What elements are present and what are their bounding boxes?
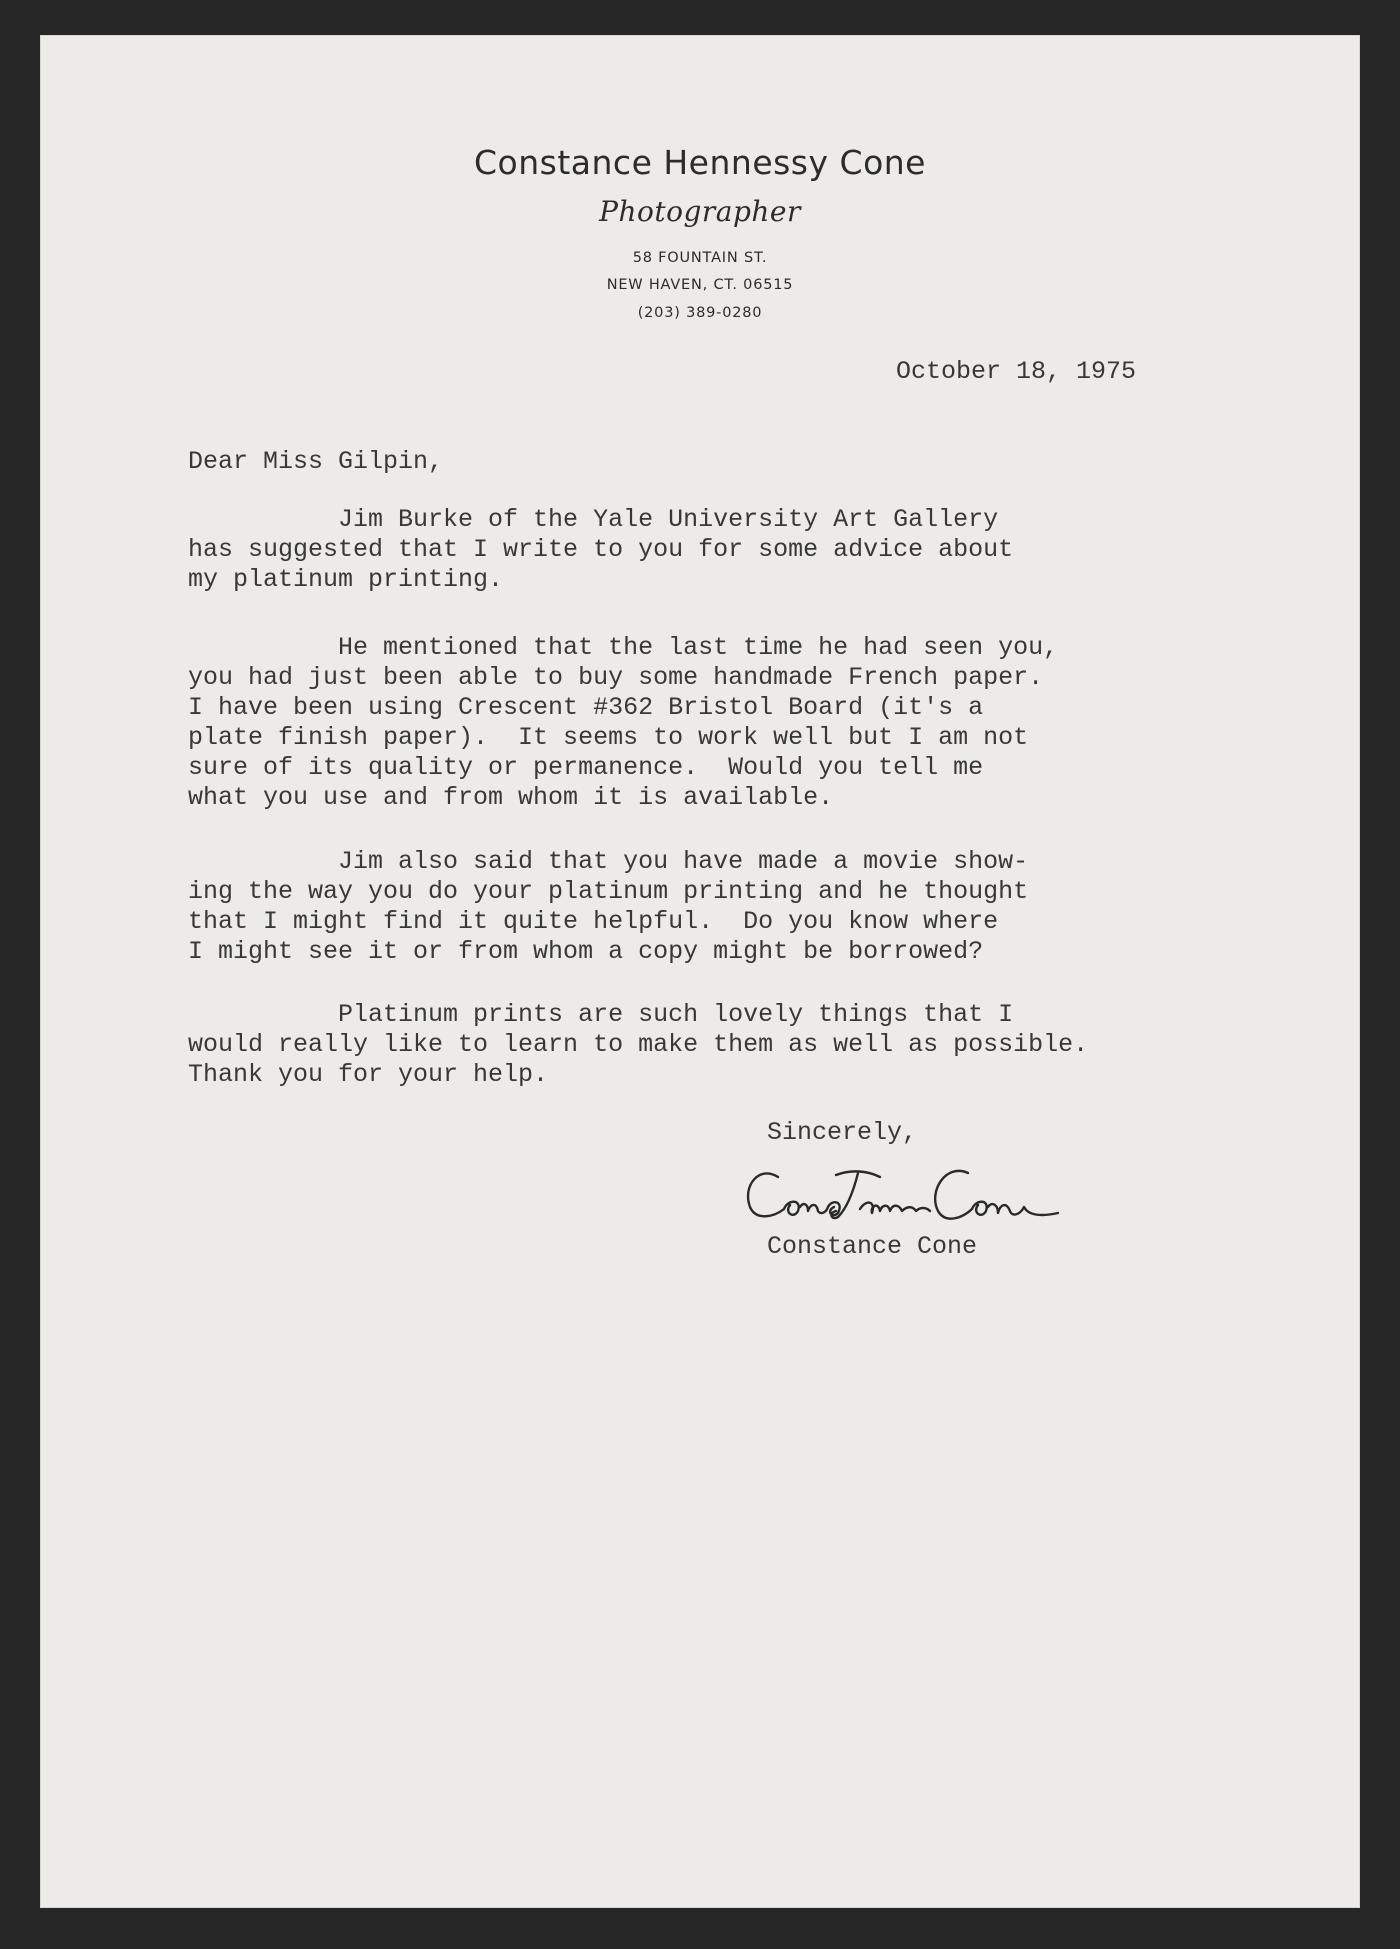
body-line: that I might find it quite helpful. Do you know where: [188, 907, 999, 936]
letterhead-address-city: NEW HAVEN, CT. 06515: [606, 277, 794, 293]
body-paragraph-1: [188, 505, 1013, 595]
body-line: what you use and from whom it is available.: [188, 783, 834, 812]
body-paragraph-4: [188, 1000, 1088, 1090]
closing: Sincerely,: [767, 1118, 918, 1147]
body-paragraph-3: [188, 847, 1028, 967]
body-line: plate finish paper). It seems to work well but I am not: [188, 723, 1029, 752]
salutation: Dear Miss Gilpin,: [188, 447, 444, 476]
body-line: Jim Burke of the Yale University Art Gallery: [188, 505, 999, 534]
body-line: Platinum prints are such lovely things that I: [188, 1000, 1014, 1029]
body-line: I have been using Crescent #362 Bristol Board (it's a: [188, 693, 984, 722]
body-line: my platinum printing.: [188, 565, 504, 594]
letterhead-phone: (203) 389-0280: [637, 305, 763, 321]
body-line: Thank you for your help.: [188, 1060, 549, 1089]
body-line: He mentioned that the last time he had seen you,: [188, 633, 1059, 662]
handwritten-signature: [740, 1155, 1100, 1235]
body-line: you had just been able to buy some handmade French paper.: [188, 663, 1044, 692]
letterhead-title: Photographer: [599, 195, 801, 228]
body-paragraph-2: [188, 633, 1058, 813]
body-line: would really like to learn to make them as well as possible.: [188, 1030, 1089, 1059]
body-line: sure of its quality or permanence. Would you tell me: [188, 753, 984, 782]
letter-page: [40, 35, 1360, 1908]
letterhead-address-street: 58 FOUNTAIN ST.: [632, 250, 768, 266]
body-line: I might see it or from whom a copy might be borrowed?: [188, 937, 984, 966]
body-line: has suggested that I write to you for some advice about: [188, 535, 1014, 564]
body-line: ing the way you do your platinum printing and he thought: [188, 877, 1029, 906]
letter-date: October 18, 1975: [896, 357, 1137, 386]
letterhead-name: Constance Hennessy Cone: [474, 143, 926, 182]
signer-name: Constance Cone: [767, 1232, 978, 1261]
body-line: Jim also said that you have made a movie show-: [188, 847, 1029, 876]
